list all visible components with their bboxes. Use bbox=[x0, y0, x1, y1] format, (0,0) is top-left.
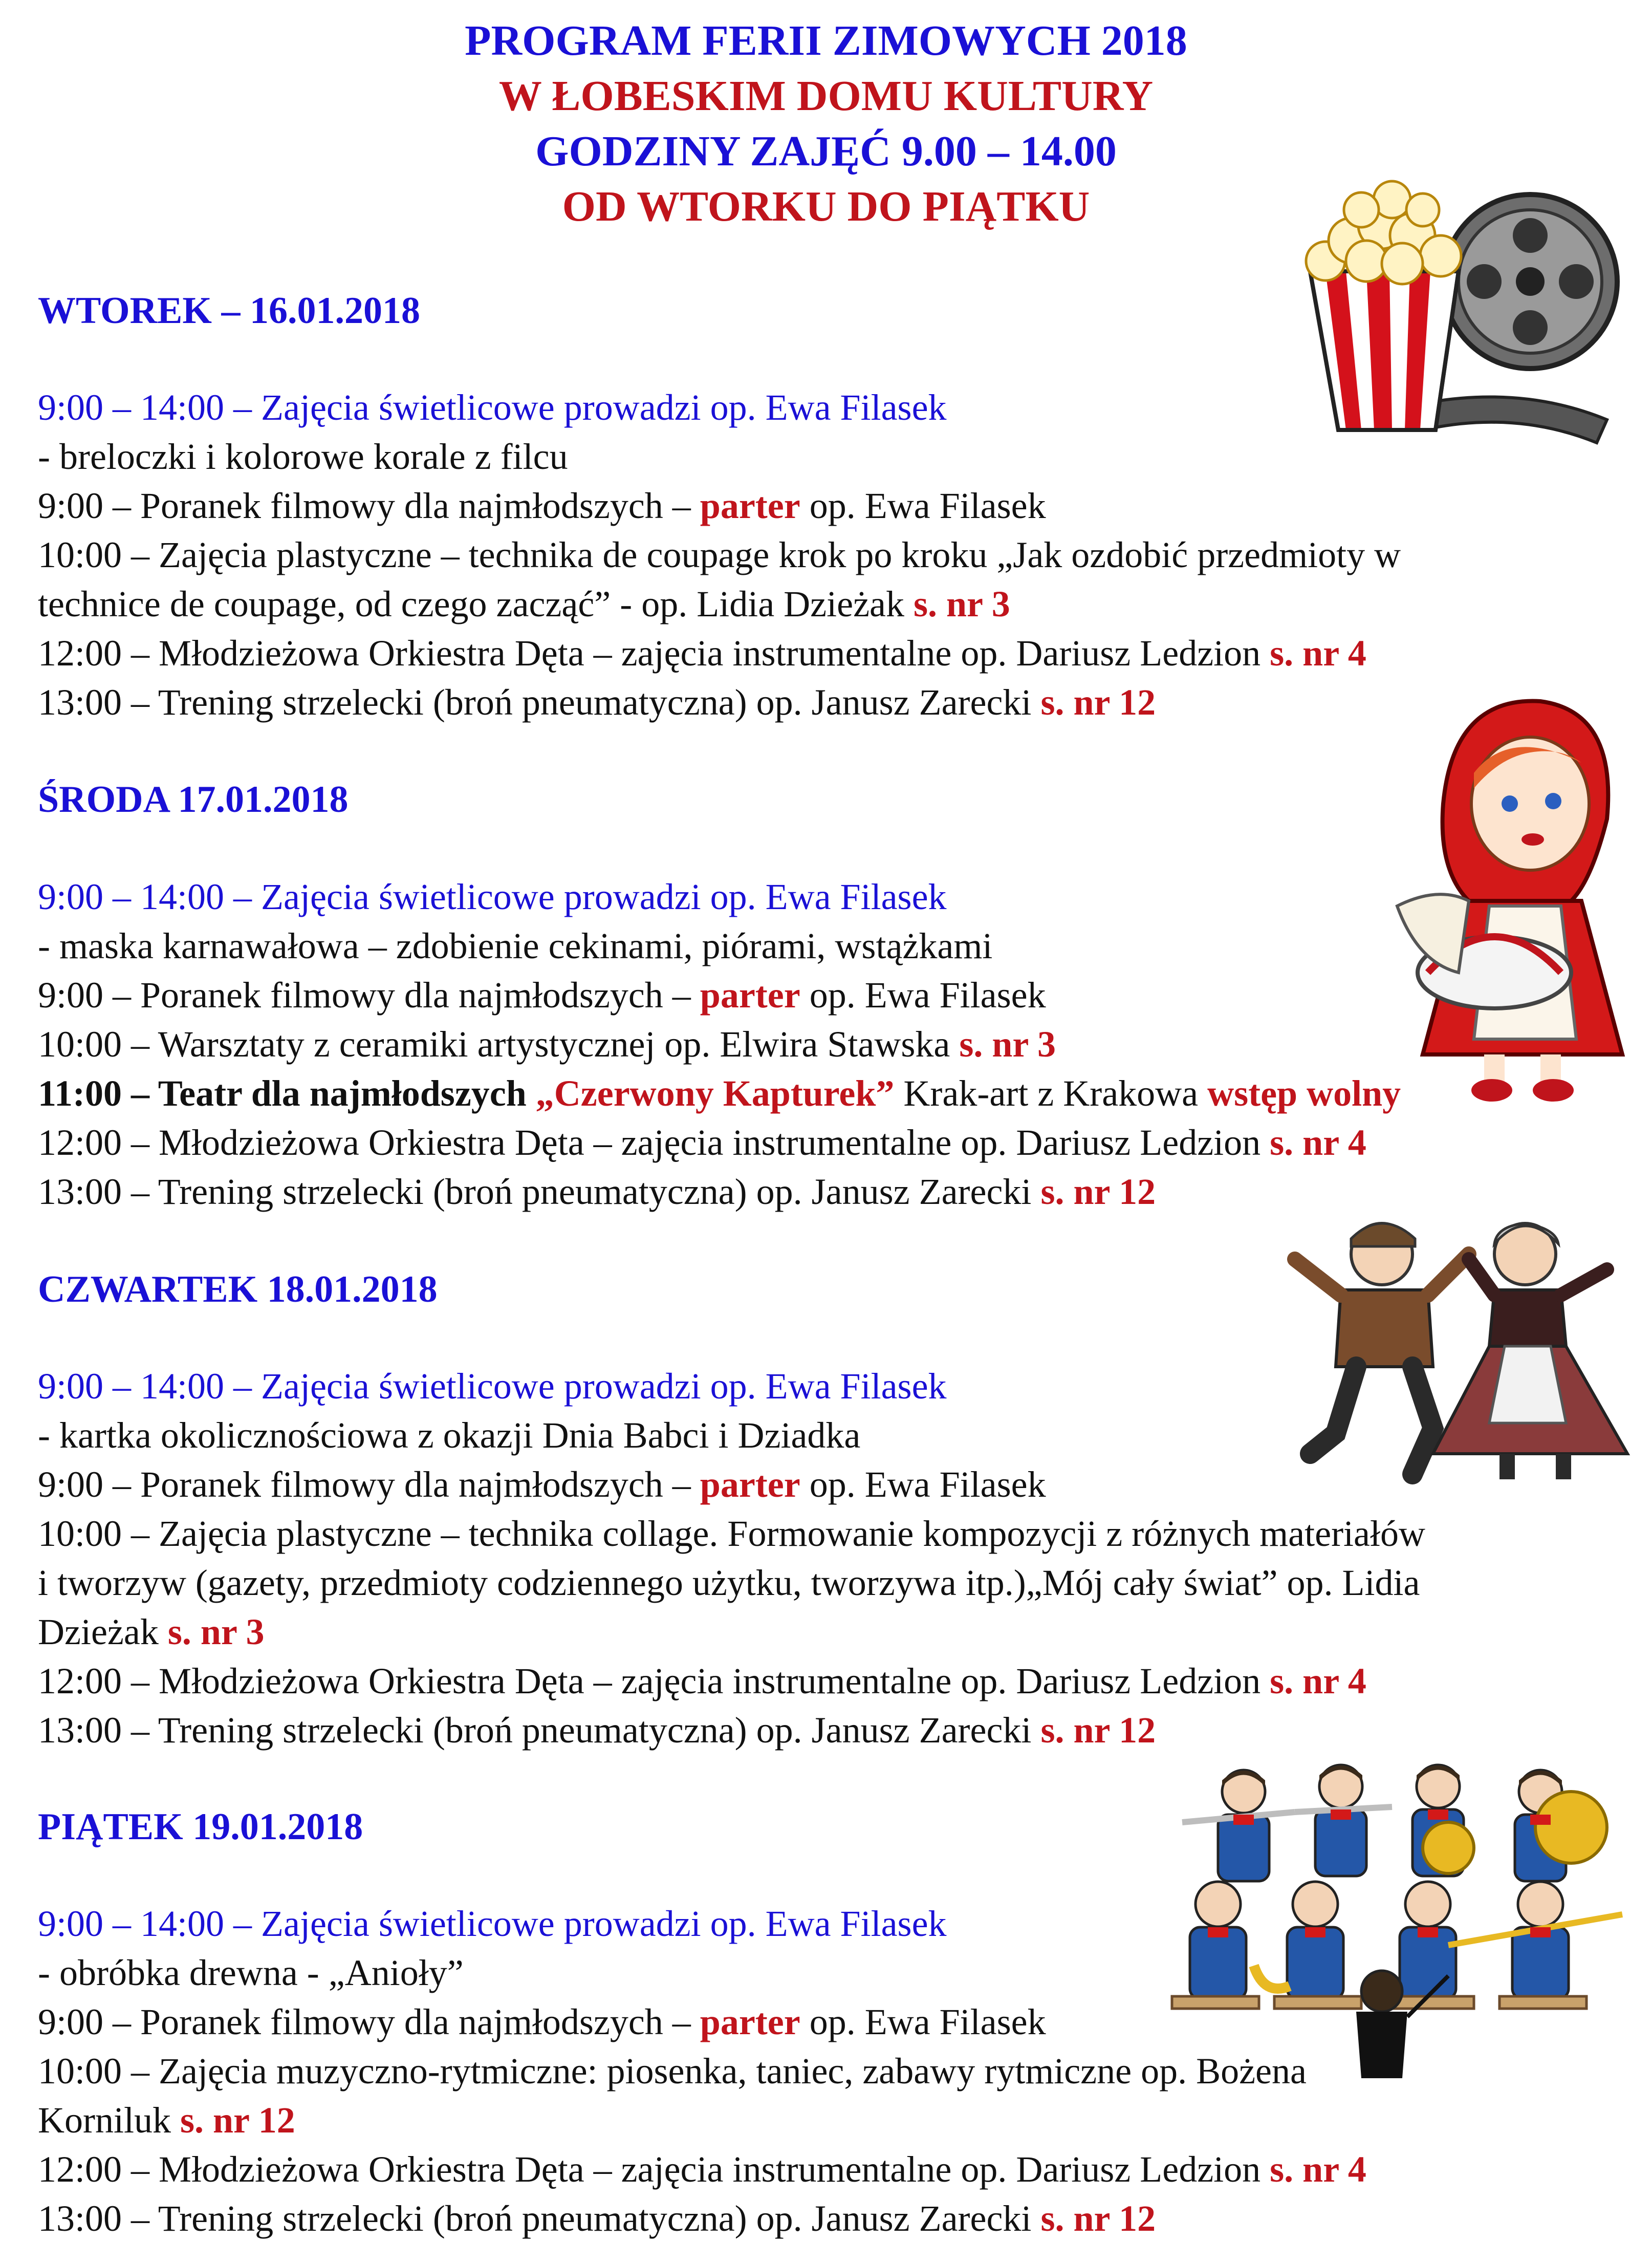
line-segment: parter bbox=[700, 2001, 800, 2042]
line-segment: s. nr 12 bbox=[1040, 682, 1156, 723]
title-line-2: W ŁOBESKIM DOMU KULTURY bbox=[498, 72, 1154, 120]
line-segment: 10:00 – Zajęcia plastyczne – technika de coupage krok po kroku „Jak ozdobić przedmioty w bbox=[38, 534, 1401, 575]
line-segment: s. nr 4 bbox=[1270, 1122, 1366, 1163]
schedule-line bbox=[38, 1954, 464, 1991]
schedule-line bbox=[38, 586, 1010, 622]
schedule-line bbox=[38, 1466, 1046, 1503]
line-segment: wstęp wolny bbox=[1207, 1073, 1401, 1114]
line-segment: s. nr 4 bbox=[1270, 633, 1366, 674]
line-segment: - obróbka drewna - „Anioły” bbox=[38, 1952, 464, 1993]
day-heading-thursday: CZWARTEK 18.01.2018 bbox=[38, 1268, 438, 1310]
schedule-line bbox=[38, 925, 993, 966]
line-segment: 12:00 – Młodzieżowa Orkiestra Dęta – zajęcia instrumentalne op. Dariusz Ledzion bbox=[38, 2149, 1270, 2190]
brass-band-icon bbox=[1162, 1751, 1643, 2078]
line-segment: i tworzyw (gazety, przedmioty codziennego użytku, tworzywa itp.)„Mój cały świat” op. Lidia bbox=[38, 1562, 1420, 1603]
line-segment: 9:00 – Poranek filmowy dla najmłodszych – bbox=[38, 1464, 700, 1505]
line-segment: Dzieżak bbox=[38, 1611, 168, 1652]
schedule-line bbox=[38, 977, 1046, 1014]
schedule-line bbox=[38, 438, 568, 475]
line-segment: 9:00 – 14:00 – Zajęcia świetlicowe prowadzi op. Ewa Filasek bbox=[38, 1903, 947, 1944]
line-segment: s. nr 3 bbox=[913, 584, 1010, 624]
line-segment: 9:00 – Poranek filmowy dla najmłodszych – bbox=[38, 2001, 700, 2042]
line-segment: s. nr 12 bbox=[180, 2100, 295, 2141]
line-segment: 9:00 – Poranek filmowy dla najmłodszych – bbox=[38, 485, 700, 526]
schedule-line bbox=[38, 2102, 295, 2139]
line-segment: 11:00 – Teatr dla najmłodszych bbox=[38, 1073, 536, 1114]
schedule-line bbox=[38, 1173, 1156, 1210]
line-segment: s. nr 12 bbox=[1040, 2198, 1156, 2239]
schedule-line bbox=[38, 1663, 1366, 1699]
line-segment: 12:00 – Młodzieżowa Orkiestra Dęta – zajęcia instrumentalne op. Dariusz Ledzion bbox=[38, 1661, 1270, 1701]
line-segment: 12:00 – Młodzieżowa Orkiestra Dęta – zajęcia instrumentalne op. Dariusz Ledzion bbox=[38, 633, 1270, 674]
line-segment: parter bbox=[700, 1464, 800, 1505]
schedule-line bbox=[38, 1026, 1056, 1063]
schedule-line bbox=[38, 1417, 860, 1454]
line-segment: 9:00 – 14:00 – Zajęcia świetlicowe prowadzi op. Ewa Filasek bbox=[38, 387, 947, 428]
line-segment: s. nr 4 bbox=[1270, 1661, 1366, 1701]
schedule-line bbox=[38, 1613, 265, 1650]
line-segment: 10:00 – Zajęcia plastyczne – technika collage. Formowanie kompozycji z różnych materiałów bbox=[38, 1513, 1426, 1554]
line-segment: 9:00 – 14:00 – Zajęcia świetlicowe prowadzi op. Ewa Filasek bbox=[38, 1366, 947, 1407]
line-segment: - breloczki i kolorowe korale z filcu bbox=[38, 436, 568, 477]
schedule-line bbox=[38, 635, 1366, 672]
line-segment: 9:00 – Poranek filmowy dla najmłodszych – bbox=[38, 975, 700, 1016]
line-segment: technice de coupage, od czego zacząć” - op. Lidia Dzieżak bbox=[38, 584, 914, 624]
line-segment: - maska karnawałowa – zdobienie cekinami, piórami, wstążkami bbox=[38, 925, 993, 966]
line-segment: op. Ewa Filasek bbox=[800, 975, 1046, 1016]
title-line-1: PROGRAM FERII ZIMOWYCH 2018 bbox=[465, 17, 1187, 64]
line-segment: 10:00 – Warsztaty z ceramiki artystycznej op. Elwira Stawska bbox=[38, 1024, 960, 1065]
line-segment: op. Ewa Filasek bbox=[800, 2001, 1046, 2042]
schedule-line bbox=[38, 2003, 1046, 2040]
line-segment: parter bbox=[700, 485, 800, 526]
line-segment: „Czerwony Kapturek” bbox=[535, 1073, 895, 1114]
line-segment: 13:00 – Trening strzelecki (broń pneumatyczna) op. Janusz Zarecki bbox=[38, 682, 1041, 723]
line-segment: 13:00 – Trening strzelecki (broń pneumatyczna) op. Janusz Zarecki bbox=[38, 1171, 1041, 1212]
schedule-line bbox=[38, 2200, 1156, 2237]
schedule-line bbox=[38, 1905, 947, 1942]
line-segment: - kartka okolicznościowa z okazji Dnia Babci i Dziadka bbox=[38, 1415, 861, 1456]
line-segment: 9:00 – 14:00 – Zajęcia świetlicowe prowadzi op. Ewa Filasek bbox=[38, 876, 947, 917]
line-segment: parter bbox=[700, 975, 800, 1016]
line-segment: s. nr 3 bbox=[167, 1611, 265, 1652]
schedule-line bbox=[38, 1515, 1425, 1552]
schedule-line bbox=[38, 2051, 1307, 2092]
schedule-line bbox=[38, 1564, 1420, 1601]
line-segment: s. nr 12 bbox=[1040, 1171, 1156, 1212]
schedule-line bbox=[38, 878, 947, 915]
red-riding-hood-icon bbox=[1377, 686, 1643, 1106]
schedule-line bbox=[38, 1712, 1156, 1749]
schedule-line bbox=[38, 684, 1156, 721]
line-segment: s. nr 4 bbox=[1270, 2149, 1366, 2190]
schedule-line bbox=[38, 487, 1046, 524]
line-segment: 13:00 – Trening strzelecki (broń pneumatyczna) op. Janusz Zarecki bbox=[38, 1710, 1041, 1751]
dancing-grandparents-icon bbox=[1279, 1198, 1638, 1484]
line-segment: op. Ewa Filasek bbox=[800, 485, 1046, 526]
line-segment: op. Ewa Filasek bbox=[800, 1464, 1046, 1505]
day-heading-tuesday: WTOREK – 16.01.2018 bbox=[38, 290, 420, 332]
schedule-line bbox=[38, 2151, 1366, 2188]
popcorn-film-reel-icon bbox=[1290, 164, 1638, 450]
title-line-3: GODZINY ZAJĘĆ 9.00 – 14.00 bbox=[535, 127, 1117, 175]
day-heading-friday: PIĄTEK 19.01.2018 bbox=[38, 1806, 363, 1848]
line-segment: s. nr 3 bbox=[959, 1024, 1056, 1065]
schedule-line bbox=[38, 1075, 1401, 1112]
line-segment: Krak-art z Krakowa bbox=[894, 1073, 1208, 1114]
line-segment: 13:00 – Trening strzelecki (broń pneumatyczna) op. Janusz Zarecki bbox=[38, 2198, 1041, 2239]
schedule-line bbox=[38, 1124, 1366, 1161]
title-line-4: OD WTORKU DO PIĄTKU bbox=[562, 183, 1090, 230]
schedule-line bbox=[38, 536, 1401, 573]
line-segment: Korniluk bbox=[38, 2100, 180, 2141]
day-heading-wednesday: ŚRODA 17.01.2018 bbox=[38, 779, 349, 821]
line-segment: 10:00 – Zajęcia muzyczno-rytmiczne: piosenka, taniec, zabawy rytmiczne op. Bożena bbox=[38, 2051, 1307, 2092]
schedule-line bbox=[38, 1368, 947, 1405]
schedule-line bbox=[38, 389, 947, 426]
line-segment: s. nr 12 bbox=[1040, 1710, 1156, 1751]
line-segment: 12:00 – Młodzieżowa Orkiestra Dęta – zajęcia instrumentalne op. Dariusz Ledzion bbox=[38, 1122, 1270, 1163]
